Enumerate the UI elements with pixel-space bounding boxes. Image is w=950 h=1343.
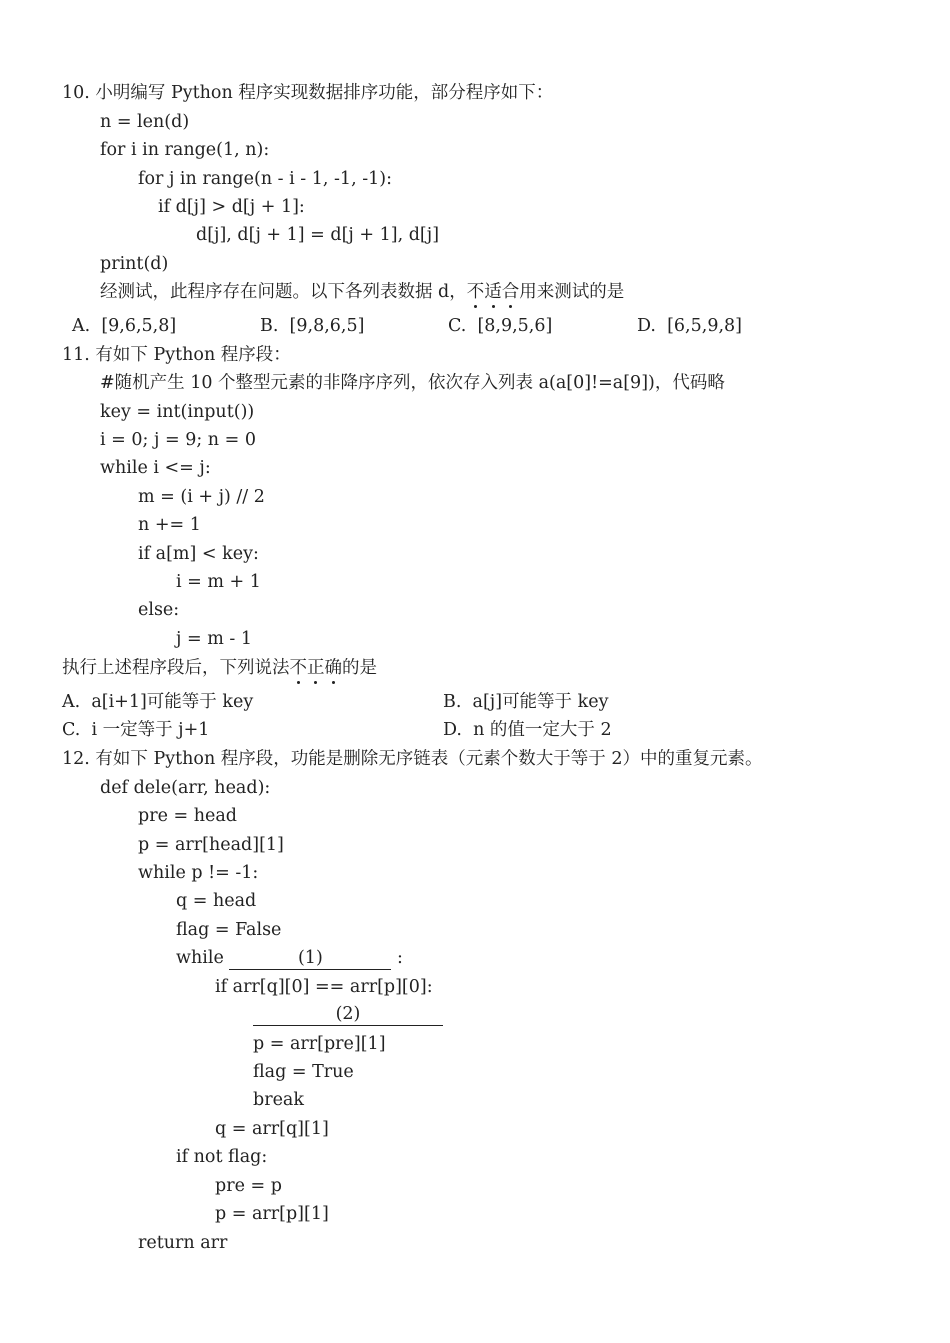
q12-code-line: pre = head bbox=[138, 806, 237, 826]
q11-code-line: i = m + 1 bbox=[176, 572, 261, 592]
q10-code-line: d[j], d[j + 1] = d[j + 1], d[j] bbox=[196, 225, 440, 245]
q12-while-blank-line bbox=[176, 947, 403, 969]
q10-prompt-text: 经测试，此程序存在问题。以下各列表数据 d， bbox=[100, 282, 467, 302]
q12-code-line: p = arr[head][1] bbox=[138, 835, 284, 855]
q11-code-line: key = int(input()) bbox=[100, 402, 255, 422]
q12-code-line: def dele(arr, head): bbox=[100, 778, 271, 798]
q12-code-line: : bbox=[396, 948, 403, 968]
q12-code-line: p = arr[p][1] bbox=[215, 1204, 329, 1224]
q10-option-a: A. [9,6,5,8] bbox=[72, 316, 177, 336]
q12-code-line: return arr bbox=[138, 1233, 228, 1253]
q11-prompt bbox=[62, 657, 377, 679]
q11-code-line: while i <= j: bbox=[100, 458, 211, 478]
q12-blank-2-line bbox=[253, 1003, 443, 1025]
q12-code-line: q = arr[q][1] bbox=[215, 1119, 329, 1139]
q11-code-line: if a[m] < key: bbox=[138, 544, 259, 564]
emphasis-char: 确 bbox=[324, 658, 342, 678]
emphasis-char: 不 bbox=[289, 658, 307, 678]
q11-code-line: #随机产生 10 个整型元素的非降序序列，依次存入列表 a(a[0]!=a[9])，代码略 bbox=[100, 373, 725, 393]
q12-code-line: if arr[q][0] == arr[p][0]: bbox=[215, 977, 433, 997]
blank-2: (2) bbox=[253, 1005, 443, 1026]
q10-code-line: for i in range(1, n): bbox=[100, 140, 270, 160]
q11-option-d: D. n 的值一定大于 2 bbox=[443, 720, 612, 740]
q11-prompt-text: 的是 bbox=[342, 658, 377, 678]
q10-option-c: C. [8,9,5,6] bbox=[448, 316, 553, 336]
q12-stem: 12. 有如下 Python 程序段，功能是删除无序链表（元素个数大于等于 2）中的重复元素。 bbox=[62, 749, 763, 769]
q12-code-line: if not flag: bbox=[176, 1147, 268, 1167]
q10-code-line: for j in range(n - i - 1, -1, -1): bbox=[138, 169, 392, 189]
q12-code-line: p = arr[pre][1] bbox=[253, 1034, 386, 1054]
q11-option-a: A. a[i+1]可能等于 key bbox=[62, 692, 254, 712]
emphasis-char: 不 bbox=[466, 282, 485, 302]
q11-prompt-text: 执行上述程序段后，下列说法 bbox=[62, 658, 290, 678]
q10-prompt-text: 用来测试的是 bbox=[519, 282, 625, 302]
q10-code-line: print(d) bbox=[100, 254, 169, 274]
q11-stem: 11. 有如下 Python 程序段： bbox=[62, 345, 291, 365]
q12-code-line: q = head bbox=[176, 891, 257, 911]
q10-code-line: n = len(d) bbox=[100, 112, 190, 132]
q10-option-d: D. [6,5,9,8] bbox=[637, 316, 742, 336]
q10-prompt bbox=[100, 281, 624, 303]
q12-code-line: break bbox=[253, 1090, 304, 1110]
emphasis-char: 合 bbox=[501, 282, 520, 302]
q11-code-line: else: bbox=[138, 600, 180, 620]
q10-option-b: B. [9,8,6,5] bbox=[260, 316, 365, 336]
q12-code-line: flag = True bbox=[253, 1062, 354, 1082]
q12-code-line: pre = p bbox=[215, 1176, 282, 1196]
q11-code-line: n += 1 bbox=[138, 515, 201, 535]
q11-code-line: j = m - 1 bbox=[176, 629, 252, 649]
q11-code-line: m = (i + j) // 2 bbox=[138, 487, 265, 507]
q12-code-line: while p != -1: bbox=[138, 863, 259, 883]
q11-option-b: B. a[j]可能等于 key bbox=[443, 692, 609, 712]
q10-code-line: if d[j] > d[j + 1]: bbox=[158, 197, 305, 217]
q12-code-line: flag = False bbox=[176, 920, 282, 940]
q10-stem: 10. 小明编写 Python 程序实现数据排序功能，部分程序如下： bbox=[62, 83, 554, 103]
emphasis-char: 正 bbox=[307, 658, 325, 678]
q11-code-line: i = 0; j = 9; n = 0 bbox=[100, 430, 256, 450]
blank-1: (1) bbox=[229, 949, 391, 970]
q12-code-line: while bbox=[176, 948, 224, 968]
emphasis-char: 适 bbox=[484, 282, 502, 302]
q11-option-c: C. i 一定等于 j+1 bbox=[62, 720, 210, 740]
